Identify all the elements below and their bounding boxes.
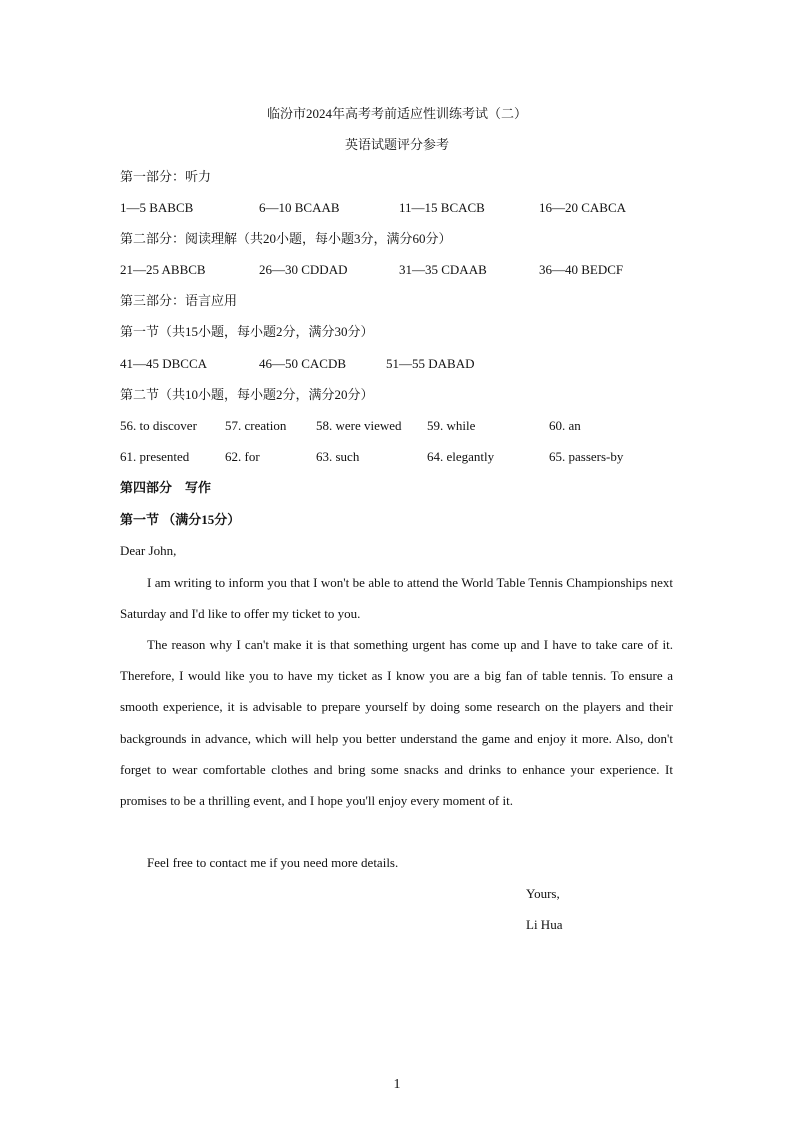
page-number: 1 [393, 1077, 401, 1092]
part1-answer: 16—20 CABCA [539, 200, 627, 215]
part3-section2-answer: 65. passers-by [549, 449, 624, 464]
part3-section2-heading: 第二节（共10小题，每小题2分，满分20分） [120, 387, 374, 402]
part1-answer: 11—15 BCACB [399, 200, 485, 215]
part2-heading: 第二部分：阅读理解（共20小题，每小题3分，满分60分） [120, 231, 452, 246]
part3-section2-answer: 58. were viewed [316, 418, 402, 433]
letter-signature: Li Hua [526, 917, 563, 932]
part3-section2-answer: 57. creation [225, 418, 287, 433]
part2-answer: 36—40 BEDCF [539, 262, 624, 277]
letter-salutation: Dear John, [120, 543, 177, 558]
part3-section2-answer: 59. while [427, 418, 476, 433]
part3-section1-answer: 51—55 DABAD [386, 356, 475, 371]
part4-heading: 第四部分 写作 [120, 480, 212, 495]
part2-answer: 31—35 CDAAB [399, 262, 487, 277]
part3-section1-heading: 第一节（共15小题，每小题2分，满分30分） [120, 324, 374, 339]
letter-paragraph: I am writing to inform you that I won't be able to attend the World Table Tennis Championships next Saturday and I'd like to offer my ticket to you. [120, 575, 673, 622]
letter-paragraph: Feel free to contact me if you need more details. [147, 855, 399, 870]
exam-subtitle: 英语试题评分参考 [344, 137, 449, 152]
part1-answer: 1—5 BABCB [120, 200, 194, 215]
part3-section1-answer: 46—50 CACDB [259, 356, 347, 371]
part3-section2-answer: 64. elegantly [427, 449, 495, 464]
part2-answer: 21—25 ABBCB [120, 262, 206, 277]
part3-heading: 第三部分：语言应用 [120, 293, 238, 308]
part3-section2-answer: 61. presented [120, 449, 190, 464]
exam-title: 临汾市2024年高考考前适应性训练考试（二） [266, 106, 527, 121]
part4-section1-heading: 第一节 （满分15分） [120, 512, 241, 527]
part1-heading: 第一部分：听力 [120, 169, 212, 184]
letter-paragraph: The reason why I can't make it is that something urgent has come up and I have to take care of it. Therefore, I would like you to have my ticket as I know you are a big fan of table tennis. To ensure a smooth experience, it is advisable to prepare yourself by doing some research on the players and their backgrounds in advance, which will help you better understand the game and enjoy it more. Also, don't forget to wear comfortable clothes and bring some snacks and drinks to enhance your experience. It promises to be a thrilling event, and I hope you'll enjoy every moment of it. [120, 637, 673, 809]
part3-section2-answer: 60. an [549, 418, 581, 433]
part3-section1-answer: 41—45 DBCCA [120, 356, 208, 371]
part1-answer: 6—10 BCAAB [259, 200, 340, 215]
part3-section2-answer: 56. to discover [120, 418, 197, 433]
part3-section2-answer: 62. for [225, 449, 260, 464]
letter-closing: Yours, [526, 886, 560, 901]
part2-answer: 26—30 CDDAD [259, 262, 348, 277]
part3-section2-answer: 63. such [316, 449, 360, 464]
